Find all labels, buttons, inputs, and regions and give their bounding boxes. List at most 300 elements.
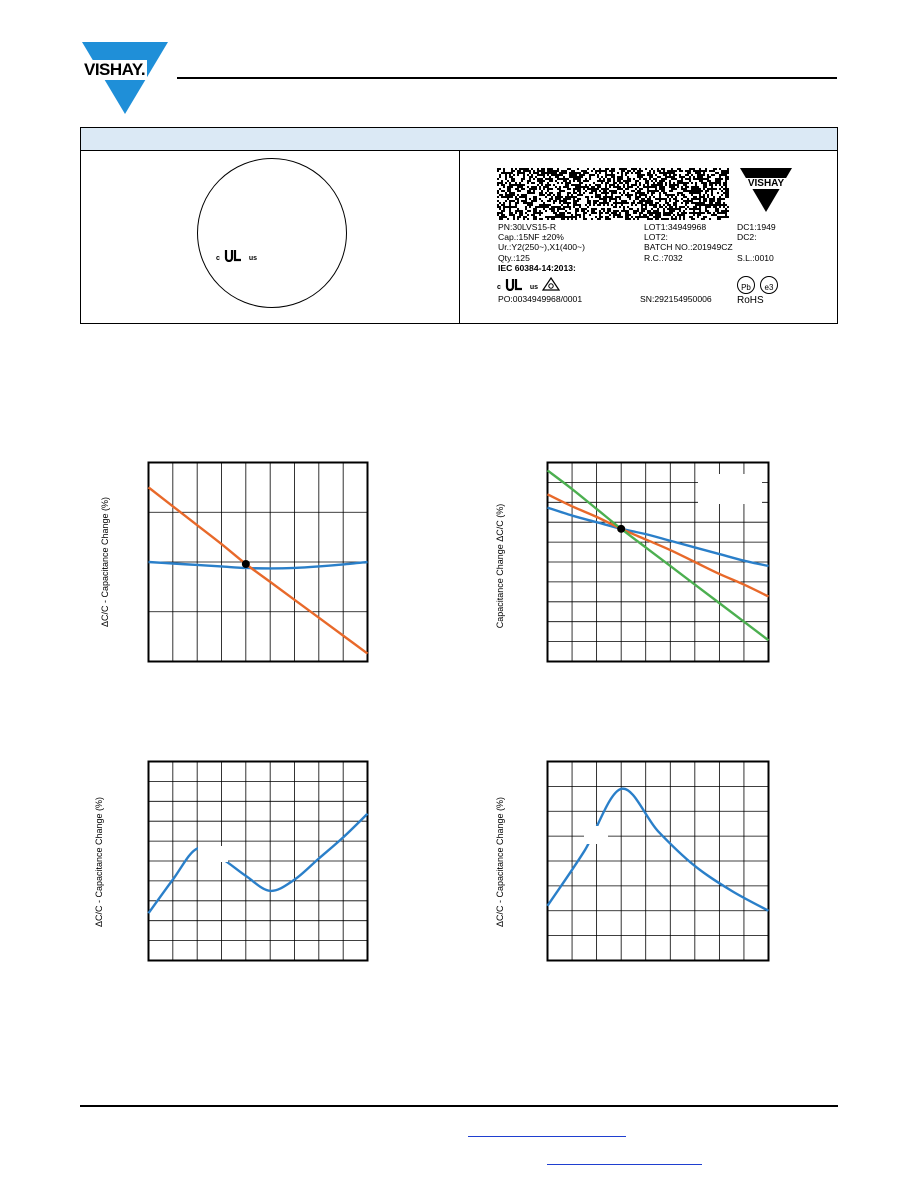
footer-link-1[interactable] [468,1128,626,1137]
barcode-cell [613,206,615,208]
barcode-cell [717,216,719,218]
barcode-cell [549,168,551,170]
chart-1-ylabel: ΔC/C - Capacitance Change (%) [100,496,110,628]
barcode-cell [557,174,559,176]
barcode-cell [545,172,547,174]
barcode-cell [601,180,603,182]
barcode-cell [693,212,695,214]
barcode-cell [659,192,661,194]
barcode-cell [621,178,623,180]
barcode-cell [549,194,551,196]
barcode-cell [499,176,501,178]
barcode-cell [591,186,593,188]
barcode-cell [559,216,561,218]
barcode-cell [707,212,709,214]
barcode-cell [659,176,661,178]
barcode-cell [725,192,727,194]
barcode-cell [543,172,545,174]
barcode-cell [527,190,529,192]
barcode-cell [541,206,543,208]
barcode-cell [671,184,673,186]
barcode-cell [657,182,659,184]
barcode-cell [693,176,695,178]
capacitor-disc [197,158,347,308]
barcode-cell [573,202,575,204]
barcode-cell [577,188,579,190]
barcode-cell [585,172,587,174]
barcode-cell [527,182,529,184]
barcode-cell [647,190,649,192]
barcode-cell [617,186,619,188]
barcode-cell [573,170,575,172]
label-line-4-mid: R.C.:7032 [644,253,683,263]
barcode-cell [725,196,727,198]
barcode-cell [537,168,539,170]
barcode-cell [585,184,587,186]
barcode-cell [715,182,717,184]
barcode-cell [649,186,651,188]
barcode-cell [637,208,639,210]
barcode-cell [643,200,645,202]
barcode-cell [609,180,611,182]
barcode-cell [607,210,609,212]
barcode-cell [547,168,549,170]
barcode-cell [721,198,723,200]
barcode-cell [545,192,547,194]
barcode-cell [621,168,623,170]
barcode-cell [523,184,525,186]
barcode-cell [629,194,631,196]
barcode-cell [695,208,697,210]
barcode-cell [551,198,553,200]
barcode-cell [625,214,627,216]
barcode-cell [557,170,559,172]
barcode-cell [529,210,531,212]
barcode-cell [649,214,651,216]
barcode-cell [633,200,635,202]
barcode-cell [509,214,511,216]
barcode-cell [611,196,613,198]
barcode-cell [651,208,653,210]
barcode-cell [717,208,719,210]
barcode-cell [563,198,565,200]
barcode-cell [641,174,643,176]
barcode-cell [681,198,683,200]
barcode-cell [655,184,657,186]
barcode-cell [559,196,561,198]
barcode-cell [505,196,507,198]
barcode-cell [511,180,513,182]
barcode-cell [649,218,651,220]
barcode-cell [539,170,541,172]
barcode-cell [547,216,549,218]
e3-symbol-text: e3 [764,283,774,292]
datamatrix-barcode [497,168,729,220]
barcode-cell [595,212,597,214]
barcode-cell [611,192,613,194]
barcode-cell [679,176,681,178]
barcode-cell [665,202,667,204]
barcode-cell [497,192,499,194]
barcode-cell [713,204,715,206]
barcode-cell [595,216,597,218]
barcode-cell [671,210,673,212]
barcode-cell [639,212,641,214]
barcode-cell [565,200,567,202]
barcode-cell [517,208,519,210]
barcode-cell [663,168,665,170]
barcode-cell [519,172,521,174]
barcode-cell [699,194,701,196]
barcode-cell [647,182,649,184]
barcode-cell [569,188,571,190]
barcode-cell [697,176,699,178]
barcode-cell [515,184,517,186]
barcode-cell [607,218,609,220]
barcode-cell [607,196,609,198]
barcode-cell [725,212,727,214]
barcode-cell [667,170,669,172]
barcode-cell [695,182,697,184]
barcode-cell [503,190,505,192]
barcode-cell [641,202,643,204]
barcode-cell [679,214,681,216]
barcode-cell [571,174,573,176]
barcode-cell [635,172,637,174]
barcode-cell [539,212,541,214]
barcode-cell [621,204,623,206]
barcode-cell [567,198,569,200]
barcode-cell [535,196,537,198]
barcode-cell [521,168,523,170]
barcode-cell [679,174,681,176]
barcode-cell [625,174,627,176]
barcode-cell [599,214,601,216]
barcode-cell [687,202,689,204]
barcode-cell [563,200,565,202]
barcode-cell [555,174,557,176]
barcode-cell [543,168,545,170]
barcode-cell [521,172,523,174]
barcode-cell [639,176,641,178]
barcode-cell [567,202,569,204]
barcode-cell [625,210,627,212]
barcode-cell [599,216,601,218]
barcode-cell [675,184,677,186]
barcode-cell [615,204,617,206]
barcode-cell [613,198,615,200]
barcode-cell [583,172,585,174]
barcode-cell [577,176,579,178]
chart-4-label-box [584,826,608,844]
barcode-cell [519,168,521,170]
barcode-cell [713,200,715,202]
barcode-cell [547,218,549,220]
barcode-cell [539,210,541,212]
barcode-cell [727,190,729,192]
barcode-cell [585,170,587,172]
label-line-4-left: Qty.:125 [498,253,530,263]
barcode-cell [583,216,585,218]
barcode-cell [635,216,637,218]
barcode-cell [723,210,725,212]
barcode-cell [609,178,611,180]
barcode-cell [653,206,655,208]
barcode-cell [671,168,673,170]
barcode-cell [515,206,517,208]
barcode-cell [619,178,621,180]
barcode-cell [561,172,563,174]
barcode-cell [559,192,561,194]
barcode-cell [631,202,633,204]
barcode-cell [725,184,727,186]
barcode-cell [587,188,589,190]
barcode-cell [633,178,635,180]
barcode-cell [629,214,631,216]
barcode-cell [689,178,691,180]
barcode-cell [545,210,547,212]
barcode-cell [725,186,727,188]
barcode-cell [683,184,685,186]
barcode-cell [647,172,649,174]
barcode-cell [573,184,575,186]
barcode-cell [711,214,713,216]
barcode-cell [513,174,515,176]
barcode-cell [697,216,699,218]
barcode-cell [685,190,687,192]
barcode-cell [659,196,661,198]
barcode-cell [511,214,513,216]
barcode-cell [723,192,725,194]
barcode-cell [663,192,665,194]
barcode-cell [699,196,701,198]
barcode-cell [715,208,717,210]
barcode-cell [629,178,631,180]
barcode-cell [567,188,569,190]
barcode-cell [497,184,499,186]
barcode-cell [543,170,545,172]
barcode-cell [637,196,639,198]
barcode-cell [527,168,529,170]
barcode-cell [503,208,505,210]
barcode-cell [515,202,517,204]
barcode-cell [531,188,533,190]
barcode-cell [725,216,727,218]
barcode-cell [567,194,569,196]
barcode-cell [677,212,679,214]
barcode-cell [713,206,715,208]
chart-3-svg [147,760,369,962]
barcode-cell [703,194,705,196]
barcode-cell [511,186,513,188]
barcode-cell [607,180,609,182]
barcode-cell [559,178,561,180]
barcode-cell [527,180,529,182]
barcode-cell [509,202,511,204]
barcode-cell [717,172,719,174]
barcode-cell [563,170,565,172]
barcode-cell [509,204,511,206]
barcode-cell [593,200,595,202]
chart-3-label-box [198,846,228,862]
barcode-cell [541,200,543,202]
barcode-cell [519,210,521,212]
barcode-cell [589,188,591,190]
barcode-cell [649,178,651,180]
barcode-cell [581,176,583,178]
barcode-cell [627,218,629,220]
barcode-cell [581,170,583,172]
barcode-cell [571,214,573,216]
barcode-cell [585,190,587,192]
barcode-cell [641,212,643,214]
barcode-cell [631,190,633,192]
barcode-cell [531,174,533,176]
barcode-cell [569,168,571,170]
barcode-cell [683,210,685,212]
barcode-cell [599,184,601,186]
barcode-cell [497,170,499,172]
barcode-cell [521,214,523,216]
barcode-cell [673,198,675,200]
barcode-cell [521,186,523,188]
barcode-cell [569,208,571,210]
barcode-cell [567,192,569,194]
barcode-cell [619,198,621,200]
barcode-cell [599,198,601,200]
barcode-cell [689,192,691,194]
barcode-cell [709,176,711,178]
barcode-cell [571,170,573,172]
barcode-cell [693,190,695,192]
barcode-cell [499,206,501,208]
barcode-cell [617,176,619,178]
barcode-cell [683,206,685,208]
barcode-cell [657,202,659,204]
barcode-cell [723,202,725,204]
barcode-cell [705,178,707,180]
barcode-cell [553,172,555,174]
barcode-cell [605,198,607,200]
barcode-cell [645,178,647,180]
barcode-cell [583,218,585,220]
barcode-cell [505,172,507,174]
barcode-cell [647,184,649,186]
footer-link-2[interactable] [547,1156,702,1165]
barcode-cell [689,212,691,214]
barcode-cell [571,176,573,178]
barcode-cell [561,208,563,210]
barcode-cell [629,196,631,198]
barcode-cell [705,184,707,186]
label-iec-standard: IEC 60384-14:2013: [498,263,576,273]
barcode-cell [523,216,525,218]
barcode-cell [685,204,687,206]
barcode-cell [715,168,717,170]
barcode-cell [597,170,599,172]
barcode-cell [571,196,573,198]
barcode-cell [533,192,535,194]
barcode-cell [597,200,599,202]
barcode-cell [699,206,701,208]
barcode-cell [617,178,619,180]
barcode-cell [683,188,685,190]
barcode-cell [549,208,551,210]
barcode-cell [619,212,621,214]
barcode-cell [703,182,705,184]
barcode-cell [639,192,641,194]
barcode-cell [715,204,717,206]
barcode-cell [547,182,549,184]
barcode-cell [561,200,563,202]
barcode-cell [669,214,671,216]
barcode-cell [523,196,525,198]
barcode-cell [515,198,517,200]
barcode-cell [725,176,727,178]
barcode-cell [663,190,665,192]
barcode-cell [693,206,695,208]
barcode-cell [621,202,623,204]
barcode-cell [579,190,581,192]
barcode-cell [611,194,613,196]
barcode-cell [647,174,649,176]
barcode-cell [585,180,587,182]
barcode-cell [719,168,721,170]
barcode-cell [541,194,543,196]
barcode-cell [663,188,665,190]
barcode-cell [575,196,577,198]
barcode-cell [563,186,565,188]
barcode-cell [689,172,691,174]
barcode-cell [719,218,721,220]
barcode-cell [553,216,555,218]
barcode-cell [579,172,581,174]
barcode-cell [553,202,555,204]
barcode-cell [701,174,703,176]
barcode-cell [639,172,641,174]
barcode-cell [679,182,681,184]
pb-symbol-text: Pb [741,283,751,292]
barcode-cell [607,178,609,180]
barcode-cell [631,204,633,206]
barcode-cell [555,206,557,208]
barcode-cell [549,216,551,218]
barcode-cell [691,188,693,190]
barcode-cell [641,170,643,172]
barcode-cell [705,190,707,192]
barcode-cell [709,200,711,202]
barcode-cell [535,206,537,208]
barcode-cell [579,186,581,188]
barcode-cell [573,196,575,198]
barcode-cell [623,192,625,194]
barcode-cell [499,168,501,170]
barcode-cell [567,204,569,206]
barcode-cell [651,214,653,216]
barcode-cell [663,174,665,176]
barcode-cell [595,194,597,196]
barcode-cell [511,176,513,178]
barcode-cell [627,178,629,180]
barcode-cell [561,182,563,184]
barcode-cell [511,196,513,198]
barcode-cell [559,208,561,210]
barcode-cell [691,186,693,188]
barcode-cell [699,210,701,212]
barcode-cell [709,170,711,172]
barcode-cell [615,190,617,192]
barcode-cell [695,192,697,194]
